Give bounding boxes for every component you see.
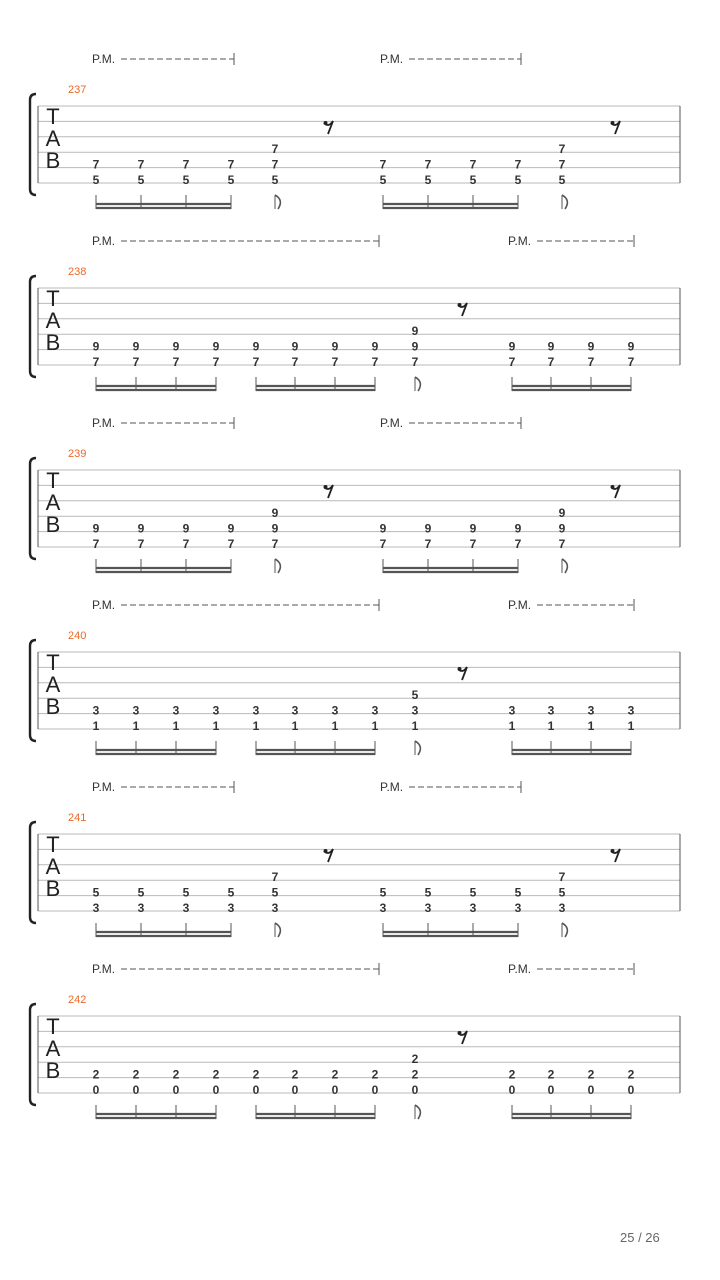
fret-number: 7	[252, 355, 260, 369]
fret-number: 5	[227, 173, 235, 187]
fret-number: 7	[92, 157, 100, 172]
eighth-flag	[275, 923, 280, 937]
fret-number: 0	[132, 1083, 140, 1097]
fret-number: 5	[469, 885, 477, 900]
eighth-flag	[562, 195, 567, 209]
fret-number: 2	[172, 1067, 180, 1082]
eighth-rest-dot	[324, 485, 328, 489]
fret-number: 9	[514, 521, 522, 536]
tab-clef-letter: B	[45, 876, 61, 901]
fret-number: 3	[547, 703, 555, 718]
fret-number: 9	[137, 521, 145, 536]
page-number: 25 / 26	[620, 1230, 660, 1245]
eighth-flag	[562, 559, 567, 573]
eighth-rest-dot	[611, 849, 615, 853]
fret-number: 3	[587, 703, 595, 718]
fret-number: 9	[227, 521, 235, 536]
fret-number: 7	[92, 537, 100, 551]
tab-clef-letter: B	[45, 694, 61, 719]
fret-number: 3	[182, 901, 190, 915]
fret-number: 9	[411, 339, 419, 354]
fret-number: 3	[132, 703, 140, 718]
fret-number: 3	[508, 703, 516, 718]
fret-number: 1	[252, 719, 260, 733]
fret-number: 9	[331, 339, 339, 354]
fret-number: 7	[212, 355, 220, 369]
fret-number: 7	[182, 157, 190, 172]
fret-number: 7	[508, 355, 516, 369]
fret-number: 7	[291, 355, 299, 369]
fret-number: 2	[252, 1067, 260, 1082]
fret-number: 3	[424, 901, 432, 915]
fret-number: 3	[331, 703, 339, 718]
staff-system-239	[30, 416, 680, 573]
fret-number: 1	[411, 719, 419, 733]
eighth-flag	[275, 195, 280, 209]
fret-number: 2	[92, 1067, 100, 1082]
fret-number: 2	[587, 1067, 595, 1082]
fret-number: 7	[627, 355, 635, 369]
palm-mute-label: P.M.	[508, 234, 532, 248]
fret-number: 7	[424, 537, 432, 551]
tab-clef-letter: B	[45, 512, 61, 537]
fret-number: 5	[137, 885, 145, 900]
fret-number: 7	[271, 870, 279, 885]
fret-number: 2	[547, 1067, 555, 1082]
fret-number: 3	[411, 703, 419, 718]
staff-bracket	[30, 94, 36, 195]
measure-number: 240	[68, 630, 87, 642]
fret-number: 9	[508, 339, 516, 354]
fret-number: 3	[172, 703, 180, 718]
staff-bracket	[30, 276, 36, 377]
fret-number: 7	[558, 537, 566, 551]
fret-number: 3	[627, 703, 635, 718]
fret-number: 0	[331, 1083, 339, 1097]
fret-number: 0	[587, 1083, 595, 1097]
fret-number: 2	[411, 1067, 419, 1082]
fret-number: 7	[587, 355, 595, 369]
eighth-flag	[415, 377, 420, 391]
tab-clef-letter: T	[46, 832, 60, 857]
fret-number: 7	[469, 157, 477, 172]
palm-mute-label: P.M.	[92, 962, 116, 976]
fret-number: 7	[469, 537, 477, 551]
tab-clef-letter: A	[45, 854, 61, 879]
tab-clef-letter: T	[46, 286, 60, 311]
fret-number: 0	[291, 1083, 299, 1097]
fret-number: 7	[271, 142, 279, 157]
measure-number: 239	[68, 448, 87, 460]
fret-number: 9	[182, 521, 190, 536]
fret-number: 2	[132, 1067, 140, 1082]
fret-number: 3	[212, 703, 220, 718]
tab-clef-letter: A	[45, 672, 61, 697]
fret-number: 7	[137, 537, 145, 551]
staff-bracket	[30, 640, 36, 741]
fret-number: 0	[547, 1083, 555, 1097]
fret-number: 2	[627, 1067, 635, 1082]
fret-number: 9	[379, 521, 387, 536]
staff-system-240	[30, 598, 680, 755]
fret-number: 2	[331, 1067, 339, 1082]
palm-mute-label: P.M.	[380, 416, 404, 430]
fret-number: 2	[371, 1067, 379, 1082]
fret-number: 3	[379, 901, 387, 915]
palm-mute-label: P.M.	[92, 780, 116, 794]
fret-number: 3	[92, 901, 100, 915]
fret-number: 0	[212, 1083, 220, 1097]
staff-bracket	[30, 1004, 36, 1105]
fret-number: 0	[508, 1083, 516, 1097]
eighth-rest-dot	[324, 849, 328, 853]
fret-number: 2	[212, 1067, 220, 1082]
measure-number: 242	[68, 994, 87, 1006]
fret-number: 3	[271, 901, 279, 915]
eighth-rest-dot	[611, 121, 615, 125]
fret-number: 3	[558, 901, 566, 915]
fret-number: 0	[411, 1083, 419, 1097]
tab-clef-letter: T	[46, 650, 60, 675]
fret-number: 0	[371, 1083, 379, 1097]
fret-number: 7	[424, 157, 432, 172]
eighth-flag	[562, 923, 567, 937]
palm-mute-label: P.M.	[92, 598, 116, 612]
fret-number: 7	[271, 157, 279, 172]
fret-number: 7	[132, 355, 140, 369]
fret-number: 5	[182, 885, 190, 900]
palm-mute-label: P.M.	[508, 962, 532, 976]
fret-number: 7	[172, 355, 180, 369]
fret-number: 1	[508, 719, 516, 733]
tab-clef-letter: B	[45, 1058, 61, 1083]
staff-bracket	[30, 822, 36, 923]
fret-number: 9	[92, 339, 100, 354]
tab-clef-letter: A	[45, 490, 61, 515]
fret-number: 7	[371, 355, 379, 369]
fret-number: 7	[411, 355, 419, 369]
fret-number: 1	[172, 719, 180, 733]
fret-number: 9	[411, 324, 419, 339]
fret-number: 7	[271, 537, 279, 551]
fret-number: 7	[558, 157, 566, 172]
fret-number: 0	[172, 1083, 180, 1097]
fret-number: 3	[469, 901, 477, 915]
fret-number: 1	[212, 719, 220, 733]
fret-number: 7	[558, 142, 566, 157]
eighth-rest-dot	[458, 303, 462, 307]
fret-number: 7	[514, 157, 522, 172]
fret-number: 0	[627, 1083, 635, 1097]
eighth-flag	[415, 741, 420, 755]
staff-bracket	[30, 458, 36, 559]
staff-system-237	[30, 52, 680, 209]
fret-number: 0	[252, 1083, 260, 1097]
fret-number: 9	[469, 521, 477, 536]
fret-number: 3	[514, 901, 522, 915]
fret-number: 7	[514, 537, 522, 551]
palm-mute-label: P.M.	[92, 416, 116, 430]
tab-clef-letter: A	[45, 126, 61, 151]
fret-number: 5	[469, 173, 477, 187]
fret-number: 5	[411, 688, 419, 703]
fret-number: 7	[227, 537, 235, 551]
fret-number: 5	[424, 885, 432, 900]
fret-number: 7	[92, 355, 100, 369]
fret-number: 5	[514, 885, 522, 900]
fret-number: 5	[558, 173, 566, 187]
fret-number: 7	[137, 157, 145, 172]
fret-number: 5	[514, 173, 522, 187]
fret-number: 3	[137, 901, 145, 915]
fret-number: 5	[92, 885, 100, 900]
fret-number: 2	[508, 1067, 516, 1082]
eighth-rest-dot	[611, 485, 615, 489]
palm-mute-label: P.M.	[380, 780, 404, 794]
fret-number: 5	[379, 173, 387, 187]
measure-number: 241	[68, 812, 87, 824]
staff-system-238	[30, 234, 680, 391]
fret-number: 7	[331, 355, 339, 369]
fret-number: 5	[558, 885, 566, 900]
fret-number: 9	[252, 339, 260, 354]
tab-clef-letter: T	[46, 1014, 60, 1039]
fret-number: 3	[371, 703, 379, 718]
fret-number: 9	[547, 339, 555, 354]
measure-number: 238	[68, 266, 87, 278]
fret-number: 1	[331, 719, 339, 733]
fret-number: 1	[132, 719, 140, 733]
fret-number: 7	[182, 537, 190, 551]
fret-number: 5	[271, 173, 279, 187]
measure-number: 237	[68, 84, 87, 96]
fret-number: 9	[132, 339, 140, 354]
tab-clef-letter: T	[46, 104, 60, 129]
tab-clef-letter: T	[46, 468, 60, 493]
fret-number: 1	[371, 719, 379, 733]
staff-system-242	[30, 962, 680, 1119]
fret-number: 7	[227, 157, 235, 172]
fret-number: 9	[371, 339, 379, 354]
fret-number: 9	[212, 339, 220, 354]
tab-clef-letter: B	[45, 148, 61, 173]
fret-number: 9	[271, 506, 279, 521]
eighth-flag	[415, 1105, 420, 1119]
fret-number: 2	[291, 1067, 299, 1082]
fret-number: 1	[547, 719, 555, 733]
fret-number: 1	[291, 719, 299, 733]
fret-number: 9	[558, 521, 566, 536]
fret-number: 5	[92, 173, 100, 187]
fret-number: 5	[379, 885, 387, 900]
fret-number: 7	[379, 537, 387, 551]
fret-number: 5	[227, 885, 235, 900]
fret-number: 1	[587, 719, 595, 733]
fret-number: 9	[558, 506, 566, 521]
fret-number: 5	[424, 173, 432, 187]
tab-clef-letter: B	[45, 330, 61, 355]
fret-number: 5	[137, 173, 145, 187]
palm-mute-label: P.M.	[508, 598, 532, 612]
fret-number: 9	[291, 339, 299, 354]
fret-number: 9	[92, 521, 100, 536]
fret-number: 9	[424, 521, 432, 536]
fret-number: 0	[92, 1083, 100, 1097]
fret-number: 9	[172, 339, 180, 354]
palm-mute-label: P.M.	[92, 234, 116, 248]
eighth-rest-dot	[324, 121, 328, 125]
fret-number: 7	[379, 157, 387, 172]
fret-number: 3	[227, 901, 235, 915]
palm-mute-label: P.M.	[92, 52, 116, 66]
eighth-rest-dot	[458, 1031, 462, 1035]
fret-number: 9	[627, 339, 635, 354]
fret-number: 1	[627, 719, 635, 733]
fret-number: 2	[411, 1052, 419, 1067]
fret-number: 9	[587, 339, 595, 354]
fret-number: 3	[92, 703, 100, 718]
eighth-rest-dot	[458, 667, 462, 671]
fret-number: 5	[182, 173, 190, 187]
fret-number: 7	[547, 355, 555, 369]
tab-clef-letter: A	[45, 308, 61, 333]
staff-system-241	[30, 780, 680, 937]
fret-number: 1	[92, 719, 100, 733]
fret-number: 5	[271, 885, 279, 900]
fret-number: 3	[252, 703, 260, 718]
tab-clef-letter: A	[45, 1036, 61, 1061]
fret-number: 3	[291, 703, 299, 718]
fret-number: 9	[271, 521, 279, 536]
palm-mute-label: P.M.	[380, 52, 404, 66]
eighth-flag	[275, 559, 280, 573]
fret-number: 7	[558, 870, 566, 885]
